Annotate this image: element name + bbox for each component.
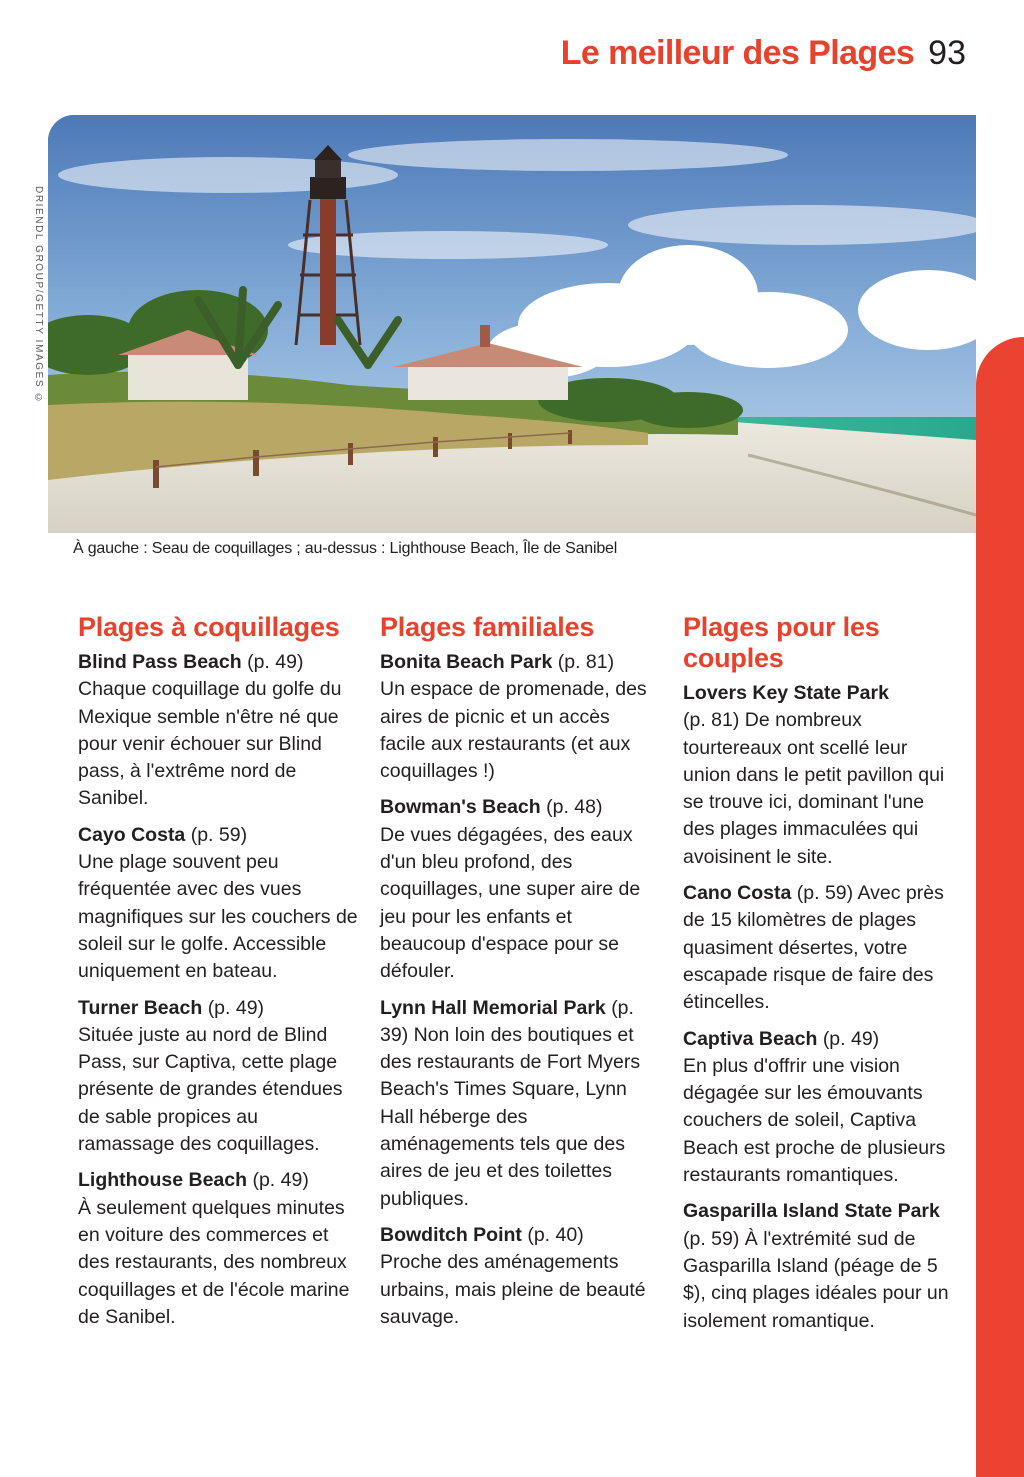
beach-description: Un espace de promenade, des aires de picnic et un accès facile aux restaurants (et aux coquillages !) — [380, 678, 647, 783]
page-ref: (p. 48) — [546, 796, 603, 819]
beach-name: Bonita Beach Park — [380, 651, 553, 673]
beach-name: Gasparilla Island State Park — [683, 1200, 940, 1223]
beach-name: Cano Costa — [683, 882, 792, 905]
beach-entry — [78, 995, 358, 1159]
photo-caption: À gauche : Seau de coquillages ; au-dessus : Lighthouse Beach, Île de Sanibel — [73, 540, 618, 557]
beach-description: Avec près de 15 kilomètres de plages quasiment désertes, votre escapade risque de faire des étincelles. — [683, 882, 944, 1014]
beach-name: Lighthouse Beach — [78, 1169, 248, 1192]
beach-entry — [78, 649, 358, 813]
beach-name: Cayo Costa — [78, 823, 186, 846]
page-ref: (p. 39) — [380, 996, 634, 1046]
beach-entry — [683, 880, 958, 1016]
page-ref: (p. 59) — [796, 882, 854, 905]
page-header — [561, 34, 966, 73]
page-ref: (p. 49) — [822, 1027, 880, 1050]
beach-entry — [380, 794, 655, 985]
beach-entry — [380, 1222, 655, 1331]
page-ref: (p. 49) — [247, 651, 304, 673]
section-title: Le meilleur des Plages — [560, 34, 915, 72]
beach-description: Chaque coquillage du golfe du Mexique semble n'être né que pour venir échouer sur Blind pass, à l'extrême nord de Sanibel. — [78, 678, 342, 810]
beach-description: Non loin des boutiques et des restaurants de Fort Myers Beach's Times Square, Lynn Hall héberge des aménagements tels que des aires de jeu et des toilettes publiques. — [380, 1023, 641, 1210]
page-number: 93 — [928, 34, 966, 72]
page-ref: (p. 49) — [252, 1169, 309, 1192]
beach-description: De nombreux tourtereaux ont scellé leur union dans le petit pavillon qui se trouve ici, dominant l'une des plages immaculées qui avoisinent le site. — [683, 709, 945, 868]
page-ref: (p. 40) — [527, 1223, 584, 1246]
page-ref: (p. 81) — [557, 651, 615, 673]
beach-description: En plus d'offrir une vision dégagée sur les émouvants couchers de soleil, Captiva Beach est proche de plusieurs restaurants romantiques. — [683, 1054, 946, 1187]
beach-description: Située juste au nord de Blind Pass, sur Captiva, cette plage présente de grandes étendues de sable propices au ramassage des coquillages. — [78, 1023, 343, 1156]
beach-entry — [380, 995, 655, 1213]
beach-name: Bowditch Point — [380, 1223, 522, 1246]
beach-name: Blind Pass Beach — [78, 651, 242, 673]
page-ref: (p. 81) — [683, 709, 740, 732]
beach-name: Captiva Beach — [683, 1027, 818, 1050]
beach-entry — [380, 649, 655, 785]
column-heading: Plages pour les couples — [683, 612, 880, 673]
page-ref: (p. 49) — [207, 996, 265, 1019]
beach-entry — [683, 1198, 958, 1334]
page-ref: (p. 59) — [683, 1227, 740, 1250]
beach-description: Une plage souvent peu fréquentée avec des vues magnifiques sur les couchers de soleil sur le golfe. Accessible uniquement en bateau. — [78, 851, 358, 983]
photo-credit: DRIENDL GROUP/GETTY IMAGES © — [33, 186, 44, 406]
column-heading: Plages à coquillages — [78, 612, 340, 642]
beach-name: Lynn Hall Memorial Park — [380, 996, 606, 1019]
column-shell-beaches — [78, 612, 358, 1340]
chapter-side-tab — [976, 337, 1024, 1477]
column-family-beaches — [380, 612, 655, 1340]
beach-entry — [78, 822, 358, 986]
beach-entry — [683, 680, 958, 871]
beach-name: Lovers Key State Park — [683, 682, 889, 704]
beach-description: À l'extrémité sud de Gasparilla Island (péage de 5 $), cinq plages idéales pour un isolement romantique. — [683, 1227, 949, 1332]
beach-entry — [78, 1167, 358, 1331]
beach-description: À seulement quelques minutes en voiture des commerces et des restaurants, des nombreux coquillages et de l'école marine de Sanibel. — [78, 1196, 350, 1328]
beach-entry — [683, 1026, 958, 1190]
page-ref: (p. 59) — [190, 823, 248, 846]
beach-name: Bowman's Beach — [380, 796, 541, 819]
beach-description: De vues dégagées, des eaux d'un bleu profond, des coquillages, une super aire de jeu pour les enfants et beaucoup d'espace pour se défouler. — [380, 823, 641, 983]
column-heading: Plages familiales — [380, 612, 595, 642]
beach-name: Turner Beach — [78, 996, 203, 1019]
column-couple-beaches — [683, 612, 958, 1344]
lighthouse-beach-photo — [48, 115, 976, 533]
beach-description: Proche des aménagements urbains, mais pleine de beauté sauvage. — [380, 1251, 646, 1328]
